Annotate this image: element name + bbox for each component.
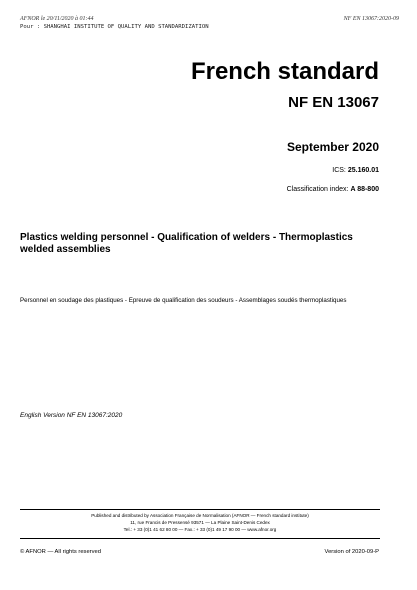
french-title: Personnel en soudage des plastiques - Epreuve de qualification des soudeurs - Assemblages soudés thermoplastiques (20, 297, 347, 304)
publisher-line-1: Published and distributed by Association Française de Normalisation (AFNOR — French standard institute) (91, 513, 309, 518)
header-doc-reference: NF EN 13067:2020-09 (343, 16, 399, 22)
version-label: Version of 2020-09-P (324, 549, 379, 555)
publisher-divider-bottom (20, 538, 380, 539)
header-stamp: AFNOR le 20/11/2020 à 01:44 (20, 16, 94, 22)
header-recipient: Pour : SHANGHAI INSTITUTE OF QUALITY AND STANDARDIZATION (20, 24, 209, 30)
classification-label: Classification index: (286, 186, 349, 193)
ics-value: 25.160.01 (347, 167, 379, 174)
publisher-block (20, 512, 380, 533)
publisher-divider-top (20, 509, 380, 510)
standard-number: NF EN 13067 (288, 94, 379, 111)
publication-date: September 2020 (286, 140, 379, 154)
english-version: English Version NF EN 13067:2020 (20, 412, 123, 419)
ics-line (332, 166, 379, 175)
classification-value: A 88-800 (350, 186, 379, 193)
publisher-address: 11, rue Francis de Pressensé 93571 — La Plaine Saint-Denis Cedex (130, 520, 270, 525)
page-title: French standard (190, 58, 379, 85)
english-title: Plastics welding personnel - Qualification of welders - Thermoplastics welded assemblies (20, 232, 353, 255)
classification-line (287, 185, 379, 194)
publisher-contact: Tel.: + 33 (0)1 41 62 80 00 — Fax.: + 33 (0)1 49 17 90 00 — www.afnor.org (123, 527, 277, 532)
ics-label: ICS: (332, 167, 346, 174)
copyright-notice: © AFNOR — All rights reserved (20, 549, 101, 555)
